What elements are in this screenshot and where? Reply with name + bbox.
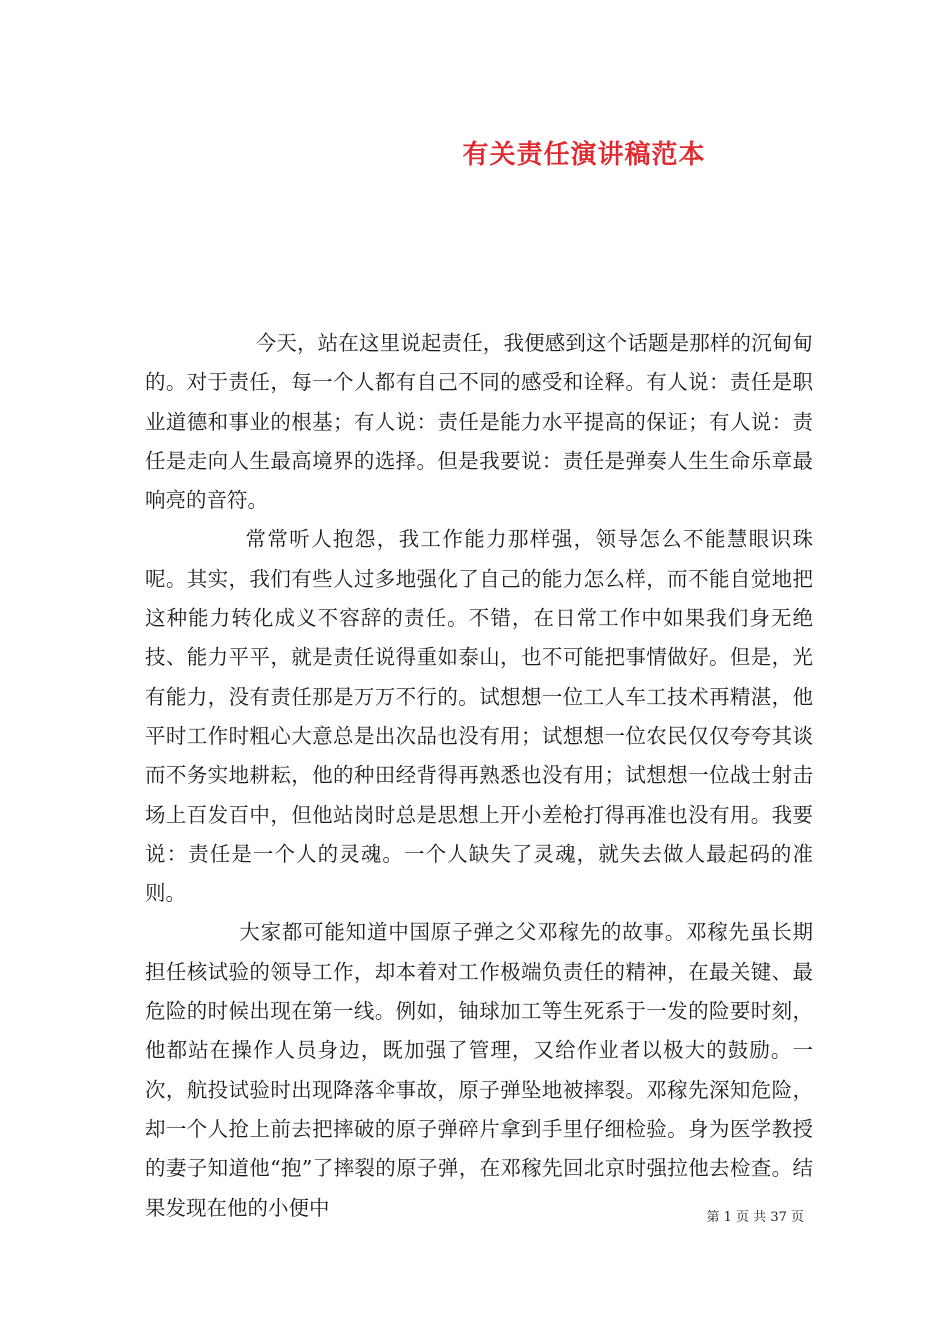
paragraph: 大家都可能知道中国原子弹之父邓稼先的故事。邓稼先虽长期担任核试验的领导工作，却本着对工作极端负责任的精神，在最关键、最危险的时候出现在第一线。例如，铀球加工等生死系于一发的险要时刻，他都站在操作人员身边，既加强了管理，又给作业者以极大的鼓励。一次，航投试验时出现降落伞事故，原子弹坠地被摔裂。邓稼先深知危险，却一个人抢上前去把摔破的原子弹碎片拿到手里仔细检验。身为医学教授的妻子知道他“抱”了摔裂的原子弹，在邓稼先回北京时强拉他去检查。结果发现在他的小便中 [145, 920, 813, 1220]
document-body [145, 324, 813, 1228]
page-number-footer: 第 1 页 共 37 页 [706, 1210, 804, 1225]
paragraph: 今天，站在这里说起责任，我便感到这个话题是那样的沉甸甸的。对于责任，每一个人都有自己不同的感受和诠释。有人说：责任是职业道德和事业的根基；有人说：责任是能力水平提高的保证；有人说：责任是走向人生最高境界的选择。但是我要说：责任是弹奏人生生命乐章最响亮的音符。 [145, 331, 813, 513]
paragraph: 常常听人抱怨，我工作能力那样强，领导怎么不能慧眼识珠呢。其实，我们有些人过多地强化了自己的能力怎么样，而不能自觉地把这种能力转化成义不容辞的责任。不错，在日常工作中如果我们身无绝技、能力平平，就是责任说得重如泰山，也不可能把事情做好。但是，光有能力，没有责任那是万万不行的。试想想一位工人车工技术再精湛，他平时工作时粗心大意总是出次品也没有用；试想想一位农民仅仅夸夸其谈而不务实地耕耘，他的种田经背得再熟悉也没有用；试想想一位战士射击场上百发百中，但他站岗时总是思想上开小差枪打得再准也没有用。我要说：责任是一个人的灵魂。一个人缺失了灵魂，就失去做人最起码的准则。 [145, 527, 813, 906]
document-title: 有关责任演讲稿范本 [462, 140, 706, 170]
